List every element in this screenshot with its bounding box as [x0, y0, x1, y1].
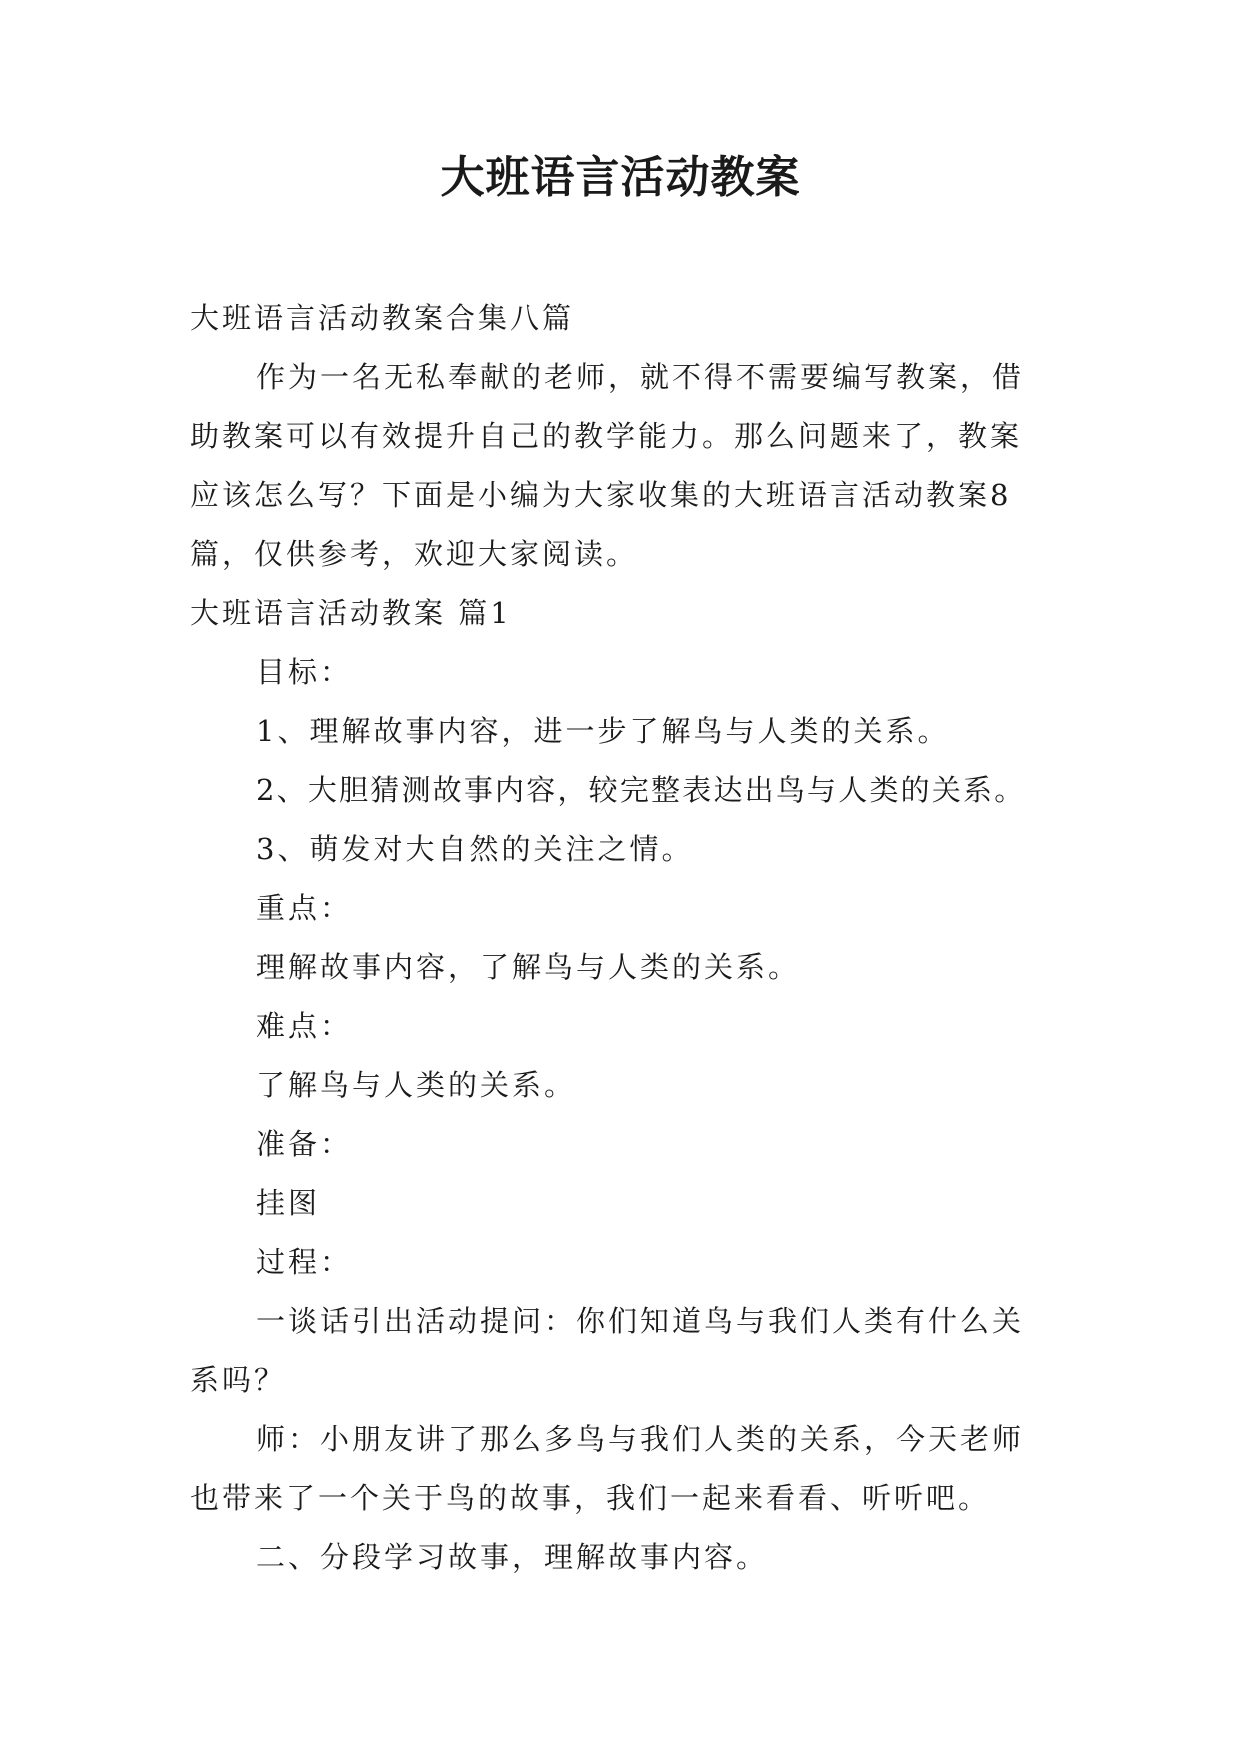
key-point-text: 理解故事内容，了解鸟与人类的关系。: [256, 950, 801, 984]
process-label: 过程：: [256, 1245, 353, 1279]
difficulty-label: 难点：: [256, 1009, 353, 1043]
document-title: 大班语言活动教案: [440, 152, 801, 203]
process-step-1: 一谈话引出活动提问：你们知道鸟与我们人类有什么关系吗？: [190, 1304, 1025, 1397]
goal-item-1: 1、理解故事内容，进一步了解鸟与人类的关系。: [256, 714, 950, 748]
document-body: [190, 289, 1050, 1587]
goal-item-2: 2、大胆猜测故事内容，较完整表达出鸟与人类的关系。: [256, 773, 1026, 807]
collection-subtitle: 大班语言活动教案合集八篇: [190, 301, 575, 335]
key-point-label: 重点：: [256, 891, 353, 925]
preparation-label: 准备：: [256, 1127, 353, 1161]
goal-item-3: 3、萌发对大自然的关注之情。: [256, 832, 694, 866]
process-step-2: 师：小朋友讲了那么多鸟与我们人类的关系，今天老师也带来了一个关于鸟的故事，我们一起来看看、听听吧。: [190, 1422, 1025, 1515]
goals-label: 目标：: [256, 655, 353, 689]
process-step-3: 二、分段学习故事，理解故事内容。: [256, 1540, 769, 1574]
section-heading: 大班语言活动教案 篇1: [190, 596, 512, 630]
preparation-text: 挂图: [256, 1186, 321, 1220]
intro-paragraph: 作为一名无私奉献的老师，就不得不需要编写教案，借助教案可以有效提升自己的教学能力。那么问题来了，教案应该怎么写？下面是小编为大家收集的大班语言活动教案8篇，仅供参考，欢迎大家阅读。: [190, 360, 1025, 571]
difficulty-text: 了解鸟与人类的关系。: [256, 1068, 577, 1102]
